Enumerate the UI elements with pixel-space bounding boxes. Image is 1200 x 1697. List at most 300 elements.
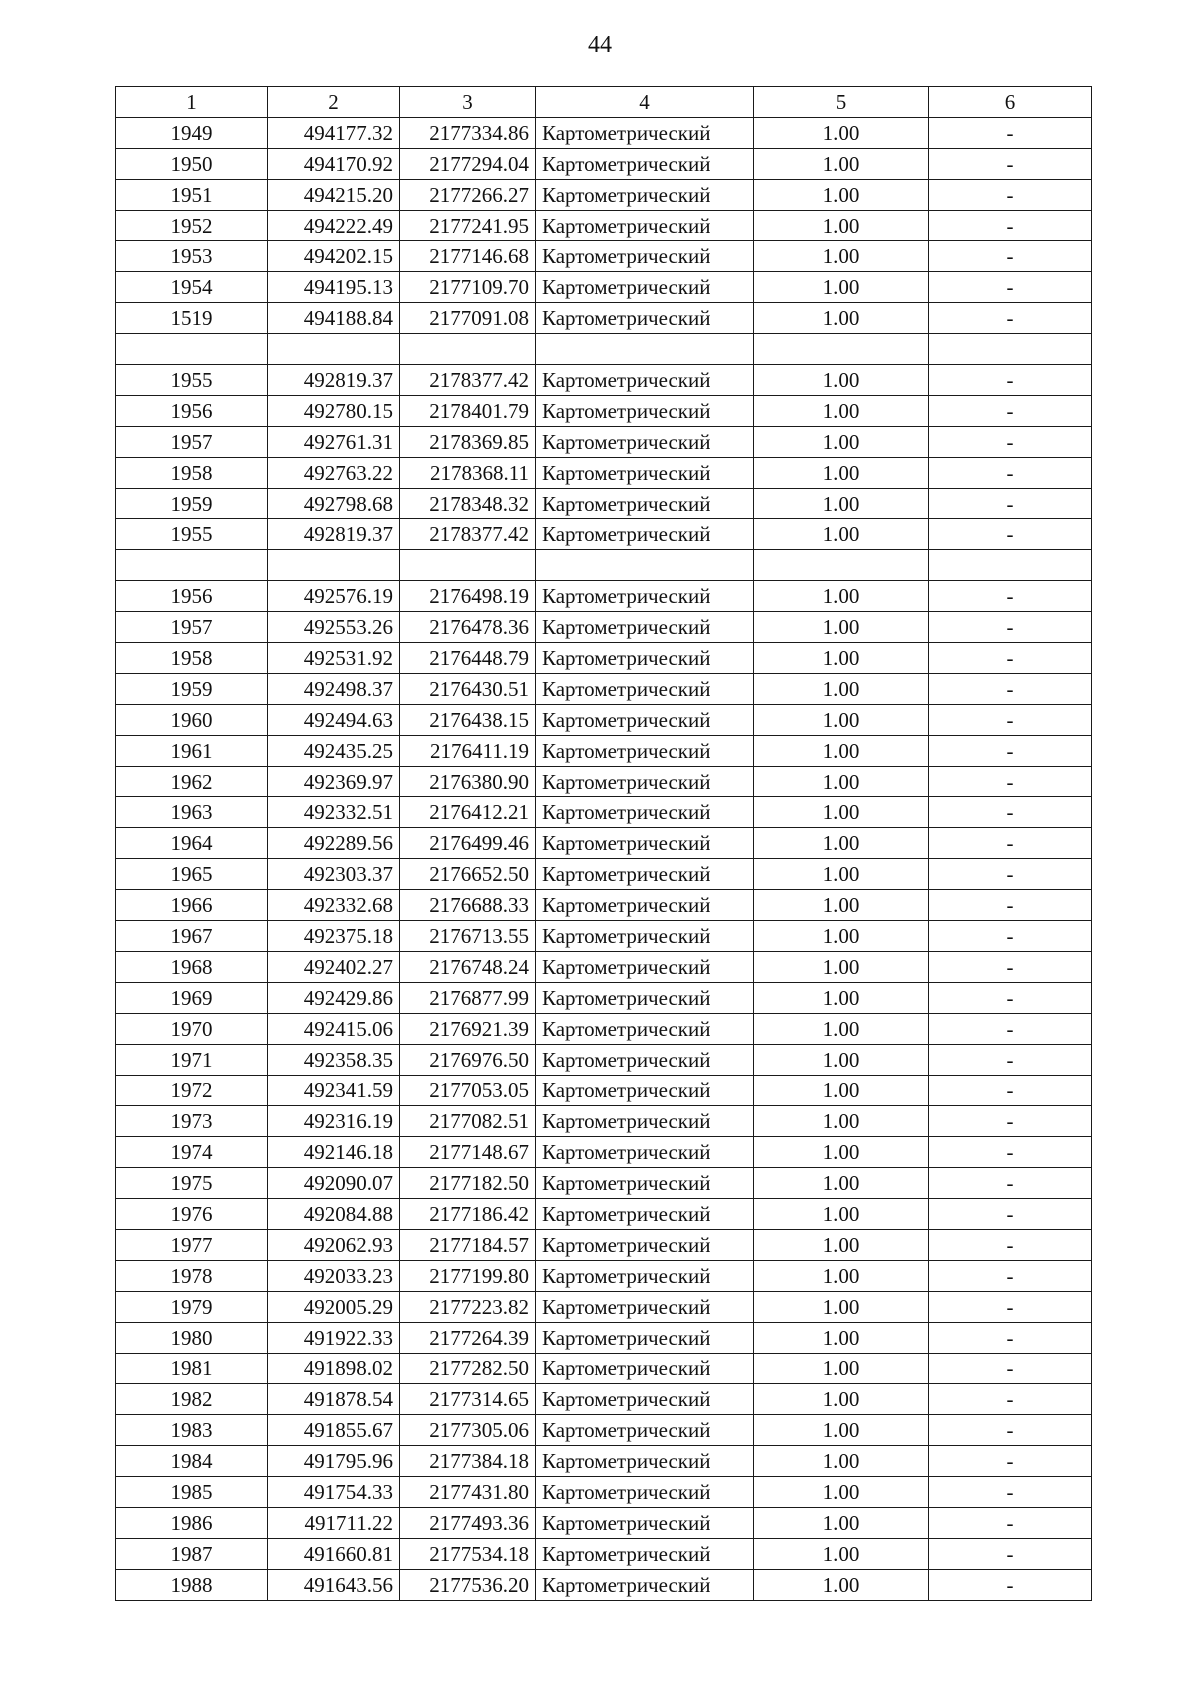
- cell-y-coordinate: 2176498.19: [400, 581, 536, 612]
- cell-point-number: 1519: [116, 303, 268, 334]
- cell-x-coordinate: 494170.92: [268, 148, 400, 179]
- table-row: [116, 797, 1092, 828]
- cell-x-coordinate: 491878.54: [268, 1384, 400, 1415]
- cell-accuracy: 1.00: [754, 1291, 929, 1322]
- cell-note: -: [929, 766, 1092, 797]
- cell-note: -: [929, 951, 1092, 982]
- cell-accuracy: 1.00: [754, 704, 929, 735]
- table-row: [116, 334, 1092, 365]
- cell-y-coordinate: 2176713.55: [400, 921, 536, 952]
- cell-y-coordinate: 2177146.68: [400, 241, 536, 272]
- cell-y-coordinate: 2177186.42: [400, 1199, 536, 1230]
- table-row: [116, 488, 1092, 519]
- cell-point-number: 1988: [116, 1569, 268, 1600]
- table-row: [116, 1044, 1092, 1075]
- cell-point-number: 1966: [116, 890, 268, 921]
- cell-x-coordinate: 492316.19: [268, 1106, 400, 1137]
- cell-note: -: [929, 488, 1092, 519]
- table-header: [116, 87, 1092, 118]
- cell-point-number: 1981: [116, 1353, 268, 1384]
- cell-note: -: [929, 1507, 1092, 1538]
- header-col-2: 2: [268, 87, 400, 118]
- table-row: [116, 519, 1092, 550]
- table-row: [116, 704, 1092, 735]
- cell-note: -: [929, 1353, 1092, 1384]
- cell-accuracy: 1.00: [754, 241, 929, 272]
- cell-method: Картометрический: [536, 488, 754, 519]
- cell-method: Картометрический: [536, 1199, 754, 1230]
- cell-accuracy: 1.00: [754, 1013, 929, 1044]
- cell-x-coordinate: 492780.15: [268, 395, 400, 426]
- header-col-6: 6: [929, 87, 1092, 118]
- cell-x-coordinate: 494188.84: [268, 303, 400, 334]
- cell-y-coordinate: 2177223.82: [400, 1291, 536, 1322]
- cell-x-coordinate: 492090.07: [268, 1168, 400, 1199]
- cell-point-number: 1955: [116, 365, 268, 396]
- cell-x-coordinate: 494177.32: [268, 117, 400, 148]
- cell-x-coordinate: 491898.02: [268, 1353, 400, 1384]
- cell-x-coordinate: 492084.88: [268, 1199, 400, 1230]
- cell-accuracy: 1.00: [754, 179, 929, 210]
- cell-point-number: 1952: [116, 210, 268, 241]
- table-row: [116, 1106, 1092, 1137]
- cell-x-coordinate: 492375.18: [268, 921, 400, 952]
- table-row: [116, 395, 1092, 426]
- cell-method: Картометрический: [536, 1322, 754, 1353]
- cell-note: -: [929, 1199, 1092, 1230]
- cell-method: Картометрический: [536, 735, 754, 766]
- cell-y-coordinate: 2177241.95: [400, 210, 536, 241]
- cell-y-coordinate: 2176921.39: [400, 1013, 536, 1044]
- cell-point-number: 1956: [116, 395, 268, 426]
- cell-point-number: [116, 550, 268, 581]
- table-row: [116, 890, 1092, 921]
- cell-method: Картометрический: [536, 1477, 754, 1508]
- cell-accuracy: 1.00: [754, 673, 929, 704]
- cell-x-coordinate: 492369.97: [268, 766, 400, 797]
- cell-point-number: 1977: [116, 1229, 268, 1260]
- cell-point-number: 1986: [116, 1507, 268, 1538]
- cell-accuracy: 1.00: [754, 426, 929, 457]
- cell-method: [536, 334, 754, 365]
- cell-point-number: 1980: [116, 1322, 268, 1353]
- table-row: [116, 1322, 1092, 1353]
- table-row: [116, 1446, 1092, 1477]
- cell-note: -: [929, 612, 1092, 643]
- table-row: [116, 1137, 1092, 1168]
- cell-x-coordinate: 494202.15: [268, 241, 400, 272]
- cell-method: Картометрический: [536, 272, 754, 303]
- table-row: [116, 1507, 1092, 1538]
- cell-accuracy: 1.00: [754, 1199, 929, 1230]
- table-row: [116, 859, 1092, 890]
- cell-method: Картометрический: [536, 673, 754, 704]
- cell-x-coordinate: 492494.63: [268, 704, 400, 735]
- cell-note: -: [929, 1291, 1092, 1322]
- cell-method: Картометрический: [536, 581, 754, 612]
- cell-point-number: 1987: [116, 1538, 268, 1569]
- cell-note: -: [929, 1075, 1092, 1106]
- cell-note: -: [929, 148, 1092, 179]
- cell-method: Картометрический: [536, 1075, 754, 1106]
- header-col-5: 5: [754, 87, 929, 118]
- cell-note: -: [929, 365, 1092, 396]
- cell-point-number: 1964: [116, 828, 268, 859]
- cell-x-coordinate: 491754.33: [268, 1477, 400, 1508]
- cell-point-number: 1958: [116, 643, 268, 674]
- cell-method: Картометрический: [536, 1168, 754, 1199]
- cell-point-number: 1983: [116, 1415, 268, 1446]
- table-body: [116, 117, 1092, 1600]
- cell-note: -: [929, 859, 1092, 890]
- cell-note: -: [929, 1446, 1092, 1477]
- cell-y-coordinate: 2178377.42: [400, 365, 536, 396]
- cell-accuracy: 1.00: [754, 457, 929, 488]
- table-row: [116, 1569, 1092, 1600]
- cell-note: -: [929, 1260, 1092, 1291]
- cell-x-coordinate: 492005.29: [268, 1291, 400, 1322]
- cell-point-number: 1979: [116, 1291, 268, 1322]
- cell-x-coordinate: 492498.37: [268, 673, 400, 704]
- cell-accuracy: 1.00: [754, 612, 929, 643]
- cell-accuracy: 1.00: [754, 1075, 929, 1106]
- cell-method: Картометрический: [536, 457, 754, 488]
- cell-y-coordinate: 2178369.85: [400, 426, 536, 457]
- cell-accuracy: [754, 334, 929, 365]
- table-row: [116, 921, 1092, 952]
- cell-point-number: 1972: [116, 1075, 268, 1106]
- cell-note: -: [929, 395, 1092, 426]
- cell-method: Картометрический: [536, 241, 754, 272]
- cell-y-coordinate: 2177384.18: [400, 1446, 536, 1477]
- cell-x-coordinate: 492358.35: [268, 1044, 400, 1075]
- cell-accuracy: 1.00: [754, 828, 929, 859]
- cell-method: Картометрический: [536, 1538, 754, 1569]
- cell-y-coordinate: 2178348.32: [400, 488, 536, 519]
- cell-point-number: 1962: [116, 766, 268, 797]
- cell-method: Картометрический: [536, 1106, 754, 1137]
- table-row: [116, 828, 1092, 859]
- cell-y-coordinate: 2178401.79: [400, 395, 536, 426]
- cell-method: [536, 550, 754, 581]
- cell-method: Картометрический: [536, 365, 754, 396]
- cell-y-coordinate: 2177182.50: [400, 1168, 536, 1199]
- cell-accuracy: 1.00: [754, 1415, 929, 1446]
- cell-x-coordinate: 492531.92: [268, 643, 400, 674]
- cell-point-number: 1974: [116, 1137, 268, 1168]
- cell-x-coordinate: 491711.22: [268, 1507, 400, 1538]
- cell-y-coordinate: 2178377.42: [400, 519, 536, 550]
- cell-y-coordinate: 2177334.86: [400, 117, 536, 148]
- cell-y-coordinate: 2177431.80: [400, 1477, 536, 1508]
- cell-note: -: [929, 1569, 1092, 1600]
- cell-method: Картометрический: [536, 704, 754, 735]
- cell-note: -: [929, 117, 1092, 148]
- cell-x-coordinate: 492429.86: [268, 982, 400, 1013]
- table-row: [116, 1477, 1092, 1508]
- cell-y-coordinate: 2178368.11: [400, 457, 536, 488]
- cell-note: -: [929, 890, 1092, 921]
- cell-accuracy: 1.00: [754, 1507, 929, 1538]
- cell-note: -: [929, 704, 1092, 735]
- cell-x-coordinate: 492819.37: [268, 365, 400, 396]
- cell-point-number: [116, 334, 268, 365]
- cell-accuracy: 1.00: [754, 921, 929, 952]
- cell-point-number: 1958: [116, 457, 268, 488]
- cell-note: -: [929, 1415, 1092, 1446]
- cell-y-coordinate: 2177148.67: [400, 1137, 536, 1168]
- cell-note: -: [929, 1106, 1092, 1137]
- cell-accuracy: 1.00: [754, 1106, 929, 1137]
- header-col-3: 3: [400, 87, 536, 118]
- cell-accuracy: 1.00: [754, 303, 929, 334]
- cell-y-coordinate: 2176877.99: [400, 982, 536, 1013]
- table-row: [116, 1013, 1092, 1044]
- cell-x-coordinate: 491922.33: [268, 1322, 400, 1353]
- cell-y-coordinate: 2177282.50: [400, 1353, 536, 1384]
- cell-method: Картометрический: [536, 1507, 754, 1538]
- table-row: [116, 581, 1092, 612]
- cell-accuracy: 1.00: [754, 797, 929, 828]
- cell-note: -: [929, 581, 1092, 612]
- cell-method: Картометрический: [536, 426, 754, 457]
- table-row: [116, 1199, 1092, 1230]
- cell-note: -: [929, 1137, 1092, 1168]
- cell-accuracy: 1.00: [754, 766, 929, 797]
- cell-x-coordinate: [268, 334, 400, 365]
- table-row: [116, 365, 1092, 396]
- cell-method: Картометрический: [536, 1137, 754, 1168]
- table-row: [116, 117, 1092, 148]
- cell-accuracy: 1.00: [754, 395, 929, 426]
- table-row: [116, 1075, 1092, 1106]
- table-row: [116, 735, 1092, 766]
- cell-accuracy: 1.00: [754, 643, 929, 674]
- cell-accuracy: 1.00: [754, 488, 929, 519]
- cell-method: Картометрический: [536, 117, 754, 148]
- cell-note: -: [929, 426, 1092, 457]
- table-row: [116, 241, 1092, 272]
- table-row: [116, 1538, 1092, 1569]
- cell-note: -: [929, 272, 1092, 303]
- cell-y-coordinate: [400, 334, 536, 365]
- cell-accuracy: 1.00: [754, 890, 929, 921]
- cell-y-coordinate: 2176499.46: [400, 828, 536, 859]
- cell-x-coordinate: 492289.56: [268, 828, 400, 859]
- cell-accuracy: 1.00: [754, 1384, 929, 1415]
- cell-y-coordinate: 2177053.05: [400, 1075, 536, 1106]
- cell-x-coordinate: 491795.96: [268, 1446, 400, 1477]
- cell-y-coordinate: 2177091.08: [400, 303, 536, 334]
- cell-accuracy: 1.00: [754, 1168, 929, 1199]
- cell-method: Картометрический: [536, 1384, 754, 1415]
- cell-accuracy: 1.00: [754, 951, 929, 982]
- cell-point-number: 1971: [116, 1044, 268, 1075]
- page-number: 44: [588, 32, 612, 58]
- cell-point-number: 1968: [116, 951, 268, 982]
- cell-point-number: 1970: [116, 1013, 268, 1044]
- cell-accuracy: 1.00: [754, 210, 929, 241]
- cell-method: Картометрический: [536, 303, 754, 334]
- cell-point-number: 1957: [116, 426, 268, 457]
- cell-note: -: [929, 1168, 1092, 1199]
- cell-x-coordinate: 492332.68: [268, 890, 400, 921]
- cell-point-number: 1982: [116, 1384, 268, 1415]
- table-row: [116, 1229, 1092, 1260]
- cell-point-number: 1965: [116, 859, 268, 890]
- cell-point-number: 1984: [116, 1446, 268, 1477]
- cell-method: Картометрический: [536, 982, 754, 1013]
- cell-x-coordinate: 492062.93: [268, 1229, 400, 1260]
- cell-method: Картометрический: [536, 519, 754, 550]
- cell-point-number: 1963: [116, 797, 268, 828]
- cell-method: Картометрический: [536, 148, 754, 179]
- cell-point-number: 1954: [116, 272, 268, 303]
- cell-y-coordinate: 2176430.51: [400, 673, 536, 704]
- cell-accuracy: 1.00: [754, 117, 929, 148]
- table-row: [116, 1384, 1092, 1415]
- cell-y-coordinate: 2176448.79: [400, 643, 536, 674]
- table-row: [116, 179, 1092, 210]
- cell-x-coordinate: 492033.23: [268, 1260, 400, 1291]
- cell-accuracy: 1.00: [754, 982, 929, 1013]
- cell-accuracy: 1.00: [754, 735, 929, 766]
- cell-accuracy: 1.00: [754, 1446, 929, 1477]
- cell-y-coordinate: 2177266.27: [400, 179, 536, 210]
- cell-y-coordinate: 2176411.19: [400, 735, 536, 766]
- cell-note: -: [929, 1229, 1092, 1260]
- cell-note: -: [929, 519, 1092, 550]
- cell-accuracy: 1.00: [754, 1477, 929, 1508]
- cell-point-number: 1953: [116, 241, 268, 272]
- cell-method: Картометрический: [536, 395, 754, 426]
- cell-note: [929, 334, 1092, 365]
- cell-accuracy: 1.00: [754, 1044, 929, 1075]
- cell-accuracy: 1.00: [754, 365, 929, 396]
- cell-accuracy: [754, 550, 929, 581]
- cell-x-coordinate: 492761.31: [268, 426, 400, 457]
- cell-accuracy: 1.00: [754, 519, 929, 550]
- cell-y-coordinate: 2176380.90: [400, 766, 536, 797]
- cell-method: Картометрический: [536, 1353, 754, 1384]
- cell-note: -: [929, 179, 1092, 210]
- cell-point-number: 1950: [116, 148, 268, 179]
- table-row: [116, 148, 1092, 179]
- cell-method: Картометрический: [536, 828, 754, 859]
- cell-method: Картометрический: [536, 921, 754, 952]
- cell-method: Картометрический: [536, 643, 754, 674]
- cell-point-number: 1959: [116, 673, 268, 704]
- cell-method: Картометрический: [536, 1446, 754, 1477]
- cell-method: Картометрический: [536, 1229, 754, 1260]
- cell-accuracy: 1.00: [754, 1137, 929, 1168]
- cell-y-coordinate: 2176976.50: [400, 1044, 536, 1075]
- cell-y-coordinate: 2177536.20: [400, 1569, 536, 1600]
- cell-point-number: 1976: [116, 1199, 268, 1230]
- table-row: [116, 643, 1092, 674]
- cell-note: -: [929, 735, 1092, 766]
- cell-note: -: [929, 1013, 1092, 1044]
- cell-note: -: [929, 457, 1092, 488]
- cell-note: -: [929, 828, 1092, 859]
- table-row: [116, 612, 1092, 643]
- cell-x-coordinate: 494195.13: [268, 272, 400, 303]
- cell-note: -: [929, 303, 1092, 334]
- cell-accuracy: 1.00: [754, 859, 929, 890]
- table-row: [116, 1168, 1092, 1199]
- table-row: [116, 1415, 1092, 1446]
- cell-y-coordinate: 2177109.70: [400, 272, 536, 303]
- cell-note: -: [929, 921, 1092, 952]
- cell-note: -: [929, 210, 1092, 241]
- table-row: [116, 673, 1092, 704]
- cell-x-coordinate: 492435.25: [268, 735, 400, 766]
- cell-method: Картометрический: [536, 1569, 754, 1600]
- cell-note: -: [929, 1477, 1092, 1508]
- cell-point-number: 1975: [116, 1168, 268, 1199]
- cell-method: Картометрический: [536, 797, 754, 828]
- cell-x-coordinate: 492553.26: [268, 612, 400, 643]
- cell-method: Картометрический: [536, 210, 754, 241]
- coordinates-table: [115, 86, 1092, 1601]
- table-row: [116, 951, 1092, 982]
- cell-note: -: [929, 797, 1092, 828]
- cell-method: Картометрический: [536, 179, 754, 210]
- cell-method: Картометрический: [536, 1044, 754, 1075]
- header-col-1: 1: [116, 87, 268, 118]
- table-row: [116, 766, 1092, 797]
- cell-note: -: [929, 1538, 1092, 1569]
- cell-point-number: 1951: [116, 179, 268, 210]
- cell-point-number: 1969: [116, 982, 268, 1013]
- cell-note: -: [929, 1322, 1092, 1353]
- cell-note: -: [929, 982, 1092, 1013]
- cell-x-coordinate: 491855.67: [268, 1415, 400, 1446]
- cell-accuracy: 1.00: [754, 148, 929, 179]
- cell-note: -: [929, 673, 1092, 704]
- cell-x-coordinate: 492819.37: [268, 519, 400, 550]
- table-row: [116, 1260, 1092, 1291]
- cell-x-coordinate: 492341.59: [268, 1075, 400, 1106]
- cell-method: Картометрический: [536, 766, 754, 797]
- cell-point-number: 1955: [116, 519, 268, 550]
- cell-method: Картометрический: [536, 859, 754, 890]
- cell-accuracy: 1.00: [754, 1569, 929, 1600]
- cell-point-number: 1978: [116, 1260, 268, 1291]
- cell-note: [929, 550, 1092, 581]
- cell-y-coordinate: 2177314.65: [400, 1384, 536, 1415]
- cell-y-coordinate: 2176478.36: [400, 612, 536, 643]
- cell-y-coordinate: 2177184.57: [400, 1229, 536, 1260]
- cell-x-coordinate: 492402.27: [268, 951, 400, 982]
- cell-y-coordinate: [400, 550, 536, 581]
- table-row: [116, 1353, 1092, 1384]
- cell-y-coordinate: 2177534.18: [400, 1538, 536, 1569]
- table-row: [116, 550, 1092, 581]
- cell-y-coordinate: 2177305.06: [400, 1415, 536, 1446]
- cell-point-number: 1959: [116, 488, 268, 519]
- cell-x-coordinate: 494215.20: [268, 179, 400, 210]
- cell-accuracy: 1.00: [754, 1322, 929, 1353]
- cell-method: Картометрический: [536, 951, 754, 982]
- cell-x-coordinate: 491660.81: [268, 1538, 400, 1569]
- cell-point-number: 1985: [116, 1477, 268, 1508]
- cell-y-coordinate: 2176748.24: [400, 951, 536, 982]
- table-row: [116, 303, 1092, 334]
- cell-accuracy: 1.00: [754, 581, 929, 612]
- cell-method: Картометрический: [536, 1260, 754, 1291]
- cell-accuracy: 1.00: [754, 272, 929, 303]
